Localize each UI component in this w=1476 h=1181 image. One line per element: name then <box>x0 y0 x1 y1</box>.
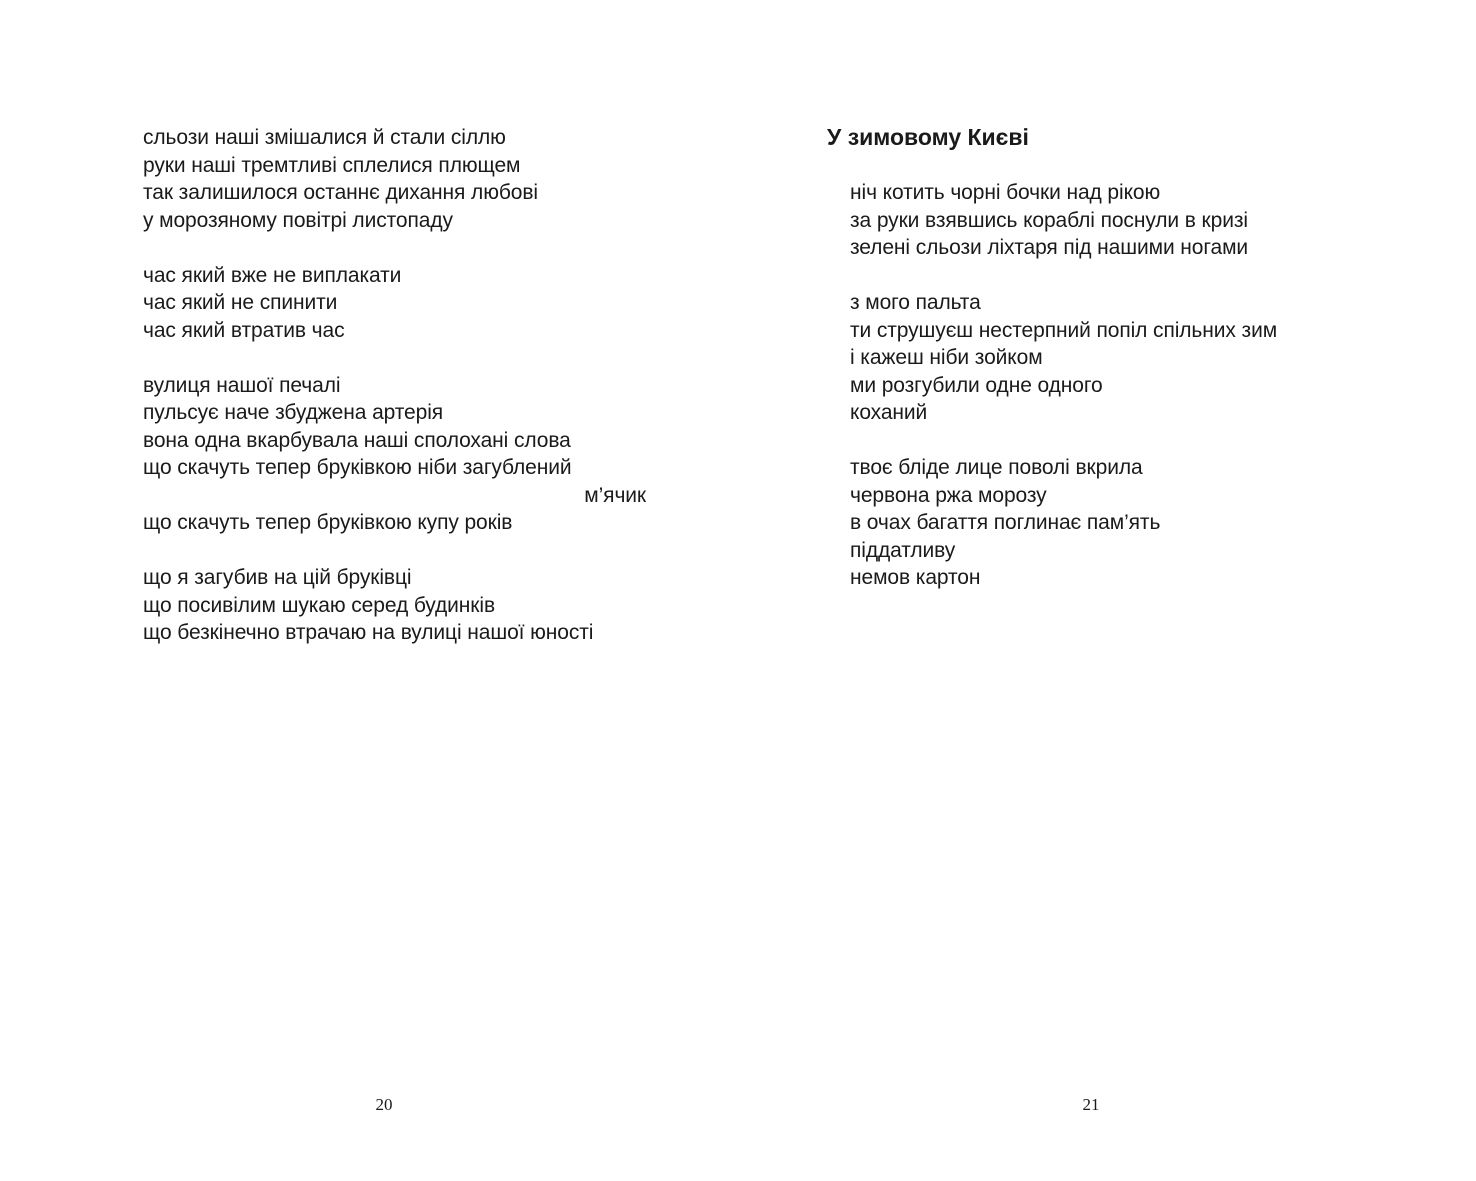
left-poem <box>143 124 663 647</box>
poem-line: ти струшуєш нестерпний попіл спільних зим <box>850 318 1278 342</box>
poem-line: у морозяному повітрі листопаду <box>143 208 453 232</box>
page-number: 21 <box>1082 1095 1100 1114</box>
page-number: 20 <box>375 1095 393 1114</box>
poem-line: в очах багаття поглинає пам’ять <box>850 511 1161 534</box>
poem-line: з мого пальта <box>850 291 981 314</box>
poem-line: сльози наші змішалися й стали сіллю <box>143 126 506 149</box>
poem-line: ніч котить чорні бочки над рікою <box>850 181 1161 204</box>
stanza-break <box>850 427 1390 455</box>
poem-line: що посивілим шукаю серед будинків <box>143 593 495 617</box>
poem-line: твоє бліде лице поволі вкрила <box>850 456 1143 479</box>
poem-line: час який втратив час <box>143 318 345 342</box>
poem-line: що я загубив на цій бруківці <box>143 566 412 589</box>
poem-line-continuation: м’ячик <box>584 483 646 507</box>
stanza-break <box>143 234 663 262</box>
poem-line: руки наші тремтливі сплелися плющем <box>143 153 521 177</box>
poem-line: так залишилося останнє дихання любові <box>143 181 538 204</box>
poem-line: зелені сльози ліхтаря під нашими ногами <box>850 236 1249 259</box>
stanza-break <box>850 262 1390 290</box>
poem-line: час який вже не виплакати <box>143 263 402 287</box>
poem-line: вона одна вкарбувала наші сполохані слова <box>143 428 571 452</box>
stanza-break <box>143 344 663 372</box>
poem-line: коханий <box>850 401 928 424</box>
poem-line: пульсує наче збуджена артерія <box>143 401 444 424</box>
poem-line: вулиця нашої печалі <box>143 373 341 397</box>
poem-line: ми розгубили одне одного <box>850 373 1103 397</box>
poem-line: і кажеш ніби зойком <box>850 346 1043 369</box>
poem-line: що скачуть тепер бруківкою ніби загублений <box>143 456 572 479</box>
stanza-break <box>143 537 663 565</box>
poem-line: що скачуть тепер бруківкою купу років <box>143 511 513 534</box>
poem-line: час який не спинити <box>143 291 338 314</box>
poem-line: немов картон <box>850 566 981 589</box>
right-poem <box>850 179 1390 592</box>
poem-line: піддатливу <box>850 538 956 562</box>
poem-title: У зимовому Києві <box>827 124 1029 150</box>
poem-line: що безкінечно втрачаю на вулиці нашої юності <box>143 621 594 644</box>
poem-line: червона ржа морозу <box>850 483 1047 507</box>
poem-line: за руки взявшись кораблі поснули в кризі <box>850 208 1248 232</box>
right-page <box>738 0 1476 1181</box>
